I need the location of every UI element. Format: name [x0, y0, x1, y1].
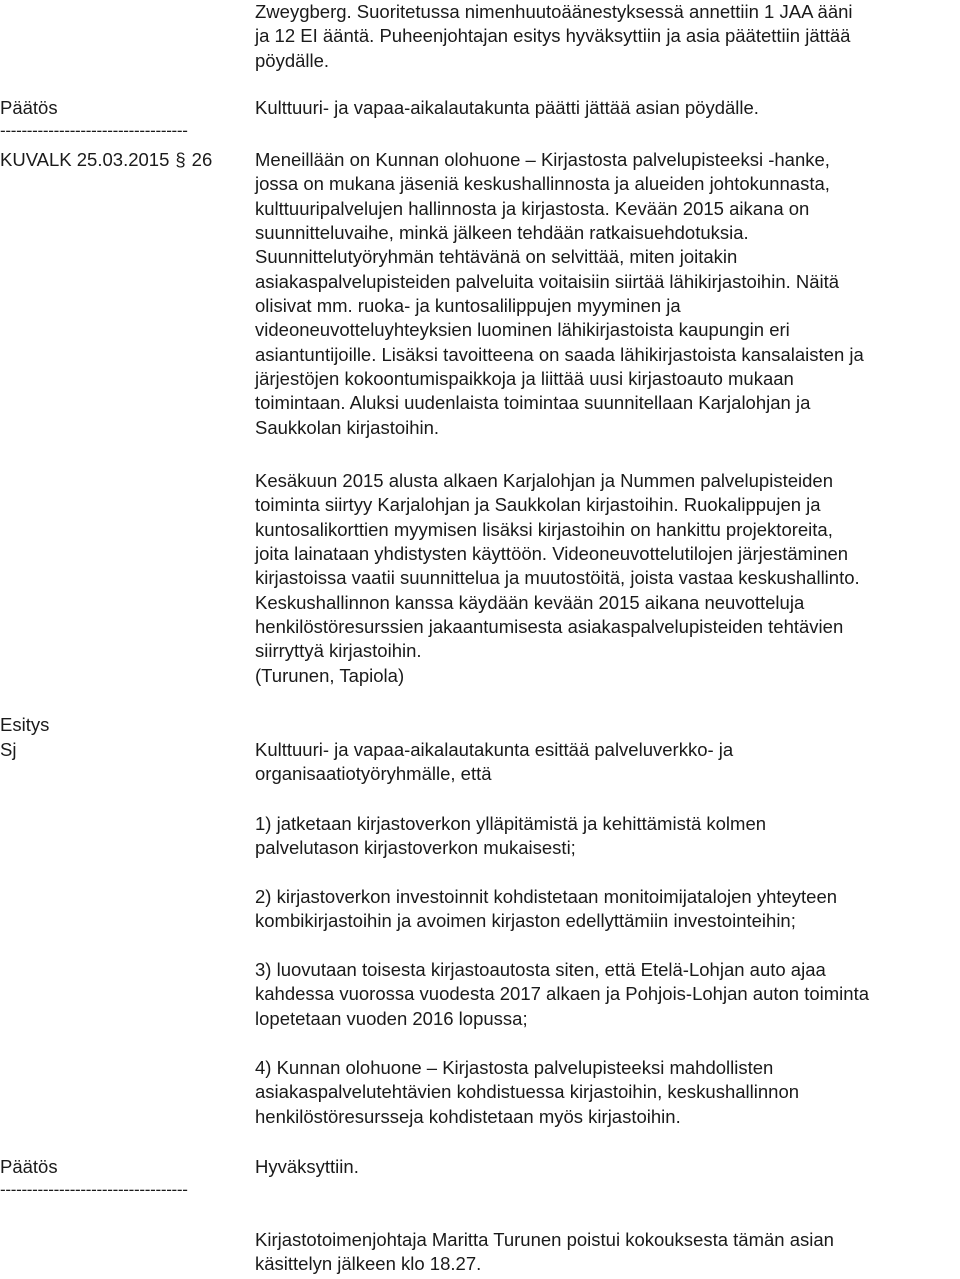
section-mark: § [175, 149, 186, 170]
text-line: asiakaspalvelupisteiden palveluita voitaisiin siirtää lähikirjastoihin. Näitä [255, 270, 840, 292]
text-line: henkilöstöresurssien jakaantumisesta asiakaspalvelupisteiden tehtävien [255, 616, 844, 638]
proposal-point-1 [255, 812, 955, 861]
proposal-point-3 [255, 958, 955, 1031]
text-line: Kulttuuri- ja vapaa-aikalautakunta esittää palveluverkko- ja [255, 739, 734, 760]
decision-label: Päätös [0, 97, 58, 118]
decision-text: Hyväksyttiin. [255, 1156, 359, 1177]
continuation-paragraph [255, 0, 955, 73]
text-line: Kirjastotoimenjohtaja Maritta Turunen poistui kokouksesta tämän asian [255, 1229, 834, 1250]
decision-label: Päätös [0, 1156, 58, 1177]
text-line: ja 12 EI ääntä. Puheenjohtajan esitys hyväksyttiin ja asia päätettiin jättää [255, 25, 851, 47]
text-line: järjestöjen kokoontumispaikkoja ja liittää uusi kirjastoauto mukaan [255, 368, 794, 390]
text-line: toiminta siirtyy Karjalohjan ja Saukkolan kirjastoihin. Ruokalippujen ja [255, 494, 821, 516]
separator-line: ----------------------------------- [0, 121, 188, 140]
section-number: 26 [191, 149, 213, 170]
text-line: jossa on mukana jäseniä keskushallinnosta ja alueiden johtokunnasta, [255, 173, 830, 195]
text-line: Zweygberg. Suoritetussa nimenhuutoäänestyksessä annettiin 1 JAA ääni [255, 1, 853, 22]
text-line: toimintaan. Aluksi uudenlaista toimintaa suunnitellaan Karjalohjan ja [255, 392, 811, 414]
proposal-label: Esitys [0, 714, 50, 735]
item-reference [0, 148, 212, 172]
text-line: joita lainataan yhdistysten käyttöön. Videoneuvottelutilojen järjestäminen [255, 543, 849, 565]
proposer-label: Sj [0, 739, 17, 760]
text-line: Saukkolan kirjastoihin. [255, 416, 440, 438]
text-line: lopetetaan vuoden 2016 lopussa; [255, 1007, 528, 1029]
text-line: Suunnittelutyöryhmän tehtävänä on selvittää, miten joitakin [255, 246, 738, 268]
text-line: kuntosalikorttien myymisen lisäksi kirjastoihin on hankittu projektoreita, [255, 518, 833, 540]
proposal-point-4 [255, 1056, 955, 1129]
text-line: käsittelyn jälkeen klo 18.27. [255, 1253, 482, 1275]
text-line: kombikirjastoihin ja avoimen kirjaston edellyttämiin investointeihin; [255, 910, 796, 932]
text-line: videoneuvotteluyhteyksien luominen lähikirjastoista kaupungin eri [255, 319, 790, 341]
item-body [255, 148, 955, 440]
text-line: kahdessa vuorossa vuodesta 2017 alkaen ja Pohjois-Lohjan auton toiminta [255, 983, 869, 1005]
separator-line: ----------------------------------- [0, 1180, 188, 1199]
text-line: kulttuuripalvelujen hallinnosta ja kirjastosta. Kevään 2015 aikana on [255, 197, 810, 219]
footer-note [255, 1228, 955, 1277]
text-line: 2) kirjastoverkon investoinnit kohdistetaan monitoimijatalojen yhteyteen [255, 886, 838, 907]
text-line: 1) jatketaan kirjastoverkon ylläpitämistä ja kehittämistä kolmen [255, 813, 767, 834]
text-line: asiantuntijoille. Lisäksi tavoitteena on saada lähikirjastoista kansalaisten ja [255, 343, 864, 365]
text-line: suunnitteluvaihe, minkä jälkeen tehdään ratkaisuehdotuksia. [255, 222, 749, 244]
text-line: palvelutason kirjastoverkon mukaisesti; [255, 837, 576, 859]
text-line: organisaatiotyöryhmälle, että [255, 763, 492, 785]
text-line: 3) luovutaan toisesta kirjastoautosta siten, että Etelä-Lohjan auto ajaa [255, 959, 826, 980]
text-line: (Turunen, Tapiola) [255, 664, 405, 686]
text-line: 4) Kunnan olohuone – Kirjastosta palvelupisteeksi mahdollisten [255, 1057, 774, 1078]
proposal-intro [255, 738, 955, 787]
decision-text: Kulttuuri- ja vapaa-aikalautakunta päätti jättää asian pöydälle. [255, 97, 759, 118]
text-line: Meneillään on Kunnan olohuone – Kirjastosta palvelupisteeksi -hanke, [255, 149, 830, 170]
text-line: olisivat mm. ruoka- ja kuntosalilippujen myyminen ja [255, 295, 681, 317]
text-line: siirryttyä kirjastoihin. [255, 640, 422, 662]
text-line: Kesäkuun 2015 alusta alkaen Karjalohjan ja Nummen palvelupisteiden [255, 470, 833, 491]
text-line: asiakaspalvelutehtävien kohdistuessa kirjastoihin, keskushallinnon [255, 1081, 800, 1103]
meeting-ref: KUVALK 25.03.2015 [0, 149, 170, 170]
text-line: henkilöstöresursseja kohdistetaan myös kirjastoihin. [255, 1105, 681, 1127]
text-line: pöydälle. [255, 49, 330, 71]
paragraph-2 [255, 469, 955, 688]
proposal-point-2 [255, 885, 955, 934]
text-line: kirjastoissa vaatii suunnittelua ja muutostöitä, joista vastaa keskushallinto. [255, 567, 860, 589]
text-line: Keskushallinnon kanssa käydään kevään 2015 aikana neuvotteluja [255, 591, 805, 613]
